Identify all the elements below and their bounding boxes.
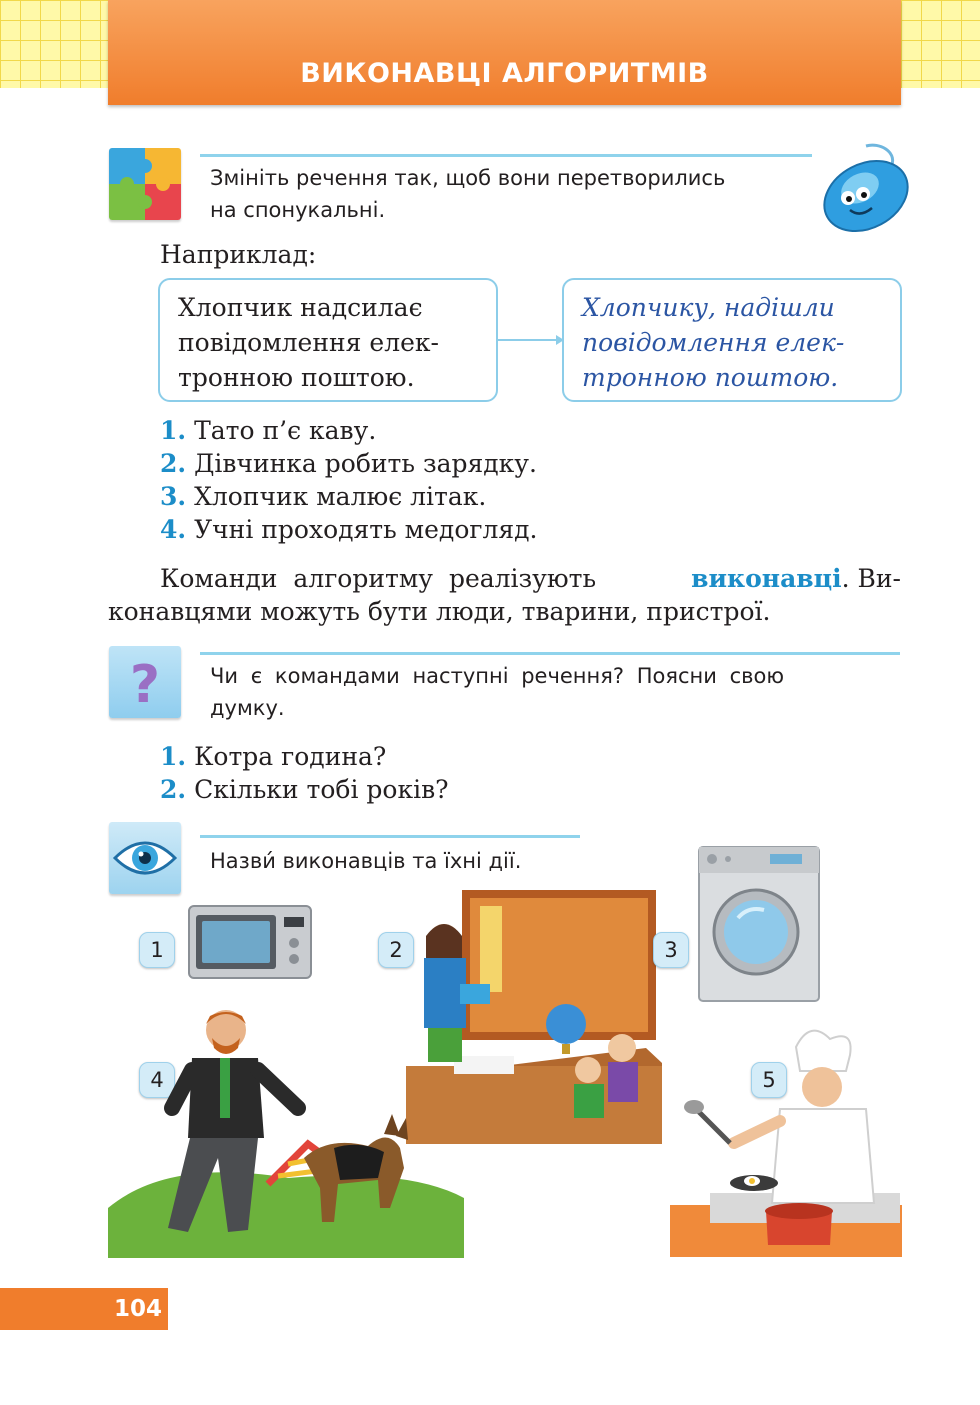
list-item: 1. Тато п’є каву. [160, 416, 377, 445]
list-item: 2. Скільки тобі років? [160, 775, 449, 804]
task-instruction: Змініть речення так, щоб вони перетворились на спонукальні. [210, 166, 726, 222]
list-item: 1. Котра година? [160, 742, 387, 771]
man-with-dog-icon [108, 1008, 464, 1258]
example-result-line: Хлопчику, надішли [582, 293, 835, 322]
example-source-line: повідомлення елек- [178, 328, 439, 357]
arrow-right-icon [498, 332, 564, 348]
task-instruction: Назви́ виконавців та їхні дії. [210, 849, 522, 873]
question-icon [109, 646, 181, 718]
example-result-line: повідомлення елек- [582, 328, 845, 357]
task-instruction: Чи є командами наступні речення? Поясни свою думку. [210, 664, 785, 720]
task-rule [200, 835, 580, 838]
chapter-banner [108, 0, 901, 105]
grid-decoration-left [0, 0, 108, 88]
example-source-line: Хлопчик надсилає [178, 293, 423, 322]
eye-icon [109, 822, 181, 894]
page-title: ВИКОНАВЦІ АЛГОРИТМІВ [300, 58, 709, 89]
definition-paragraph: Команди алгоритму реалізують виконавці. Ви- конавцями можуть бути люди, тварини, пристрої. [108, 564, 901, 626]
microwave-icon [188, 905, 312, 981]
washing-machine-icon [698, 846, 820, 1002]
example-label: Наприклад: [160, 240, 317, 269]
list-item: 2. Дівчинка робить зарядку. [160, 449, 537, 478]
keyword-executors: виконавці [691, 564, 842, 593]
task-rule [200, 154, 812, 157]
example-result-box [562, 278, 902, 402]
list-item: 3. Хлопчик малює літак. [160, 482, 487, 511]
svg-text:?: ? [129, 655, 161, 715]
mouse-mascot-icon [818, 140, 914, 236]
task-rule [200, 652, 900, 655]
puzzle-icon [109, 148, 181, 220]
grid-decoration-right [901, 0, 980, 88]
list-item: 4. Учні проходять медогляд. [160, 515, 538, 544]
picture-badge: 2 [378, 932, 414, 968]
example-result-line: тронною поштою. [582, 363, 839, 392]
example-source-box [158, 278, 498, 402]
page-number: 104 [113, 1296, 162, 1322]
example-source-line: тронною поштою. [178, 363, 415, 392]
picture-badge: 5 [751, 1062, 787, 1098]
picture-badge: 1 [139, 932, 175, 968]
picture-badge: 3 [653, 932, 689, 968]
sentence-list [160, 414, 537, 546]
picture-badge: 4 [139, 1062, 175, 1098]
question-list [160, 740, 449, 806]
cook-icon [670, 1025, 902, 1257]
